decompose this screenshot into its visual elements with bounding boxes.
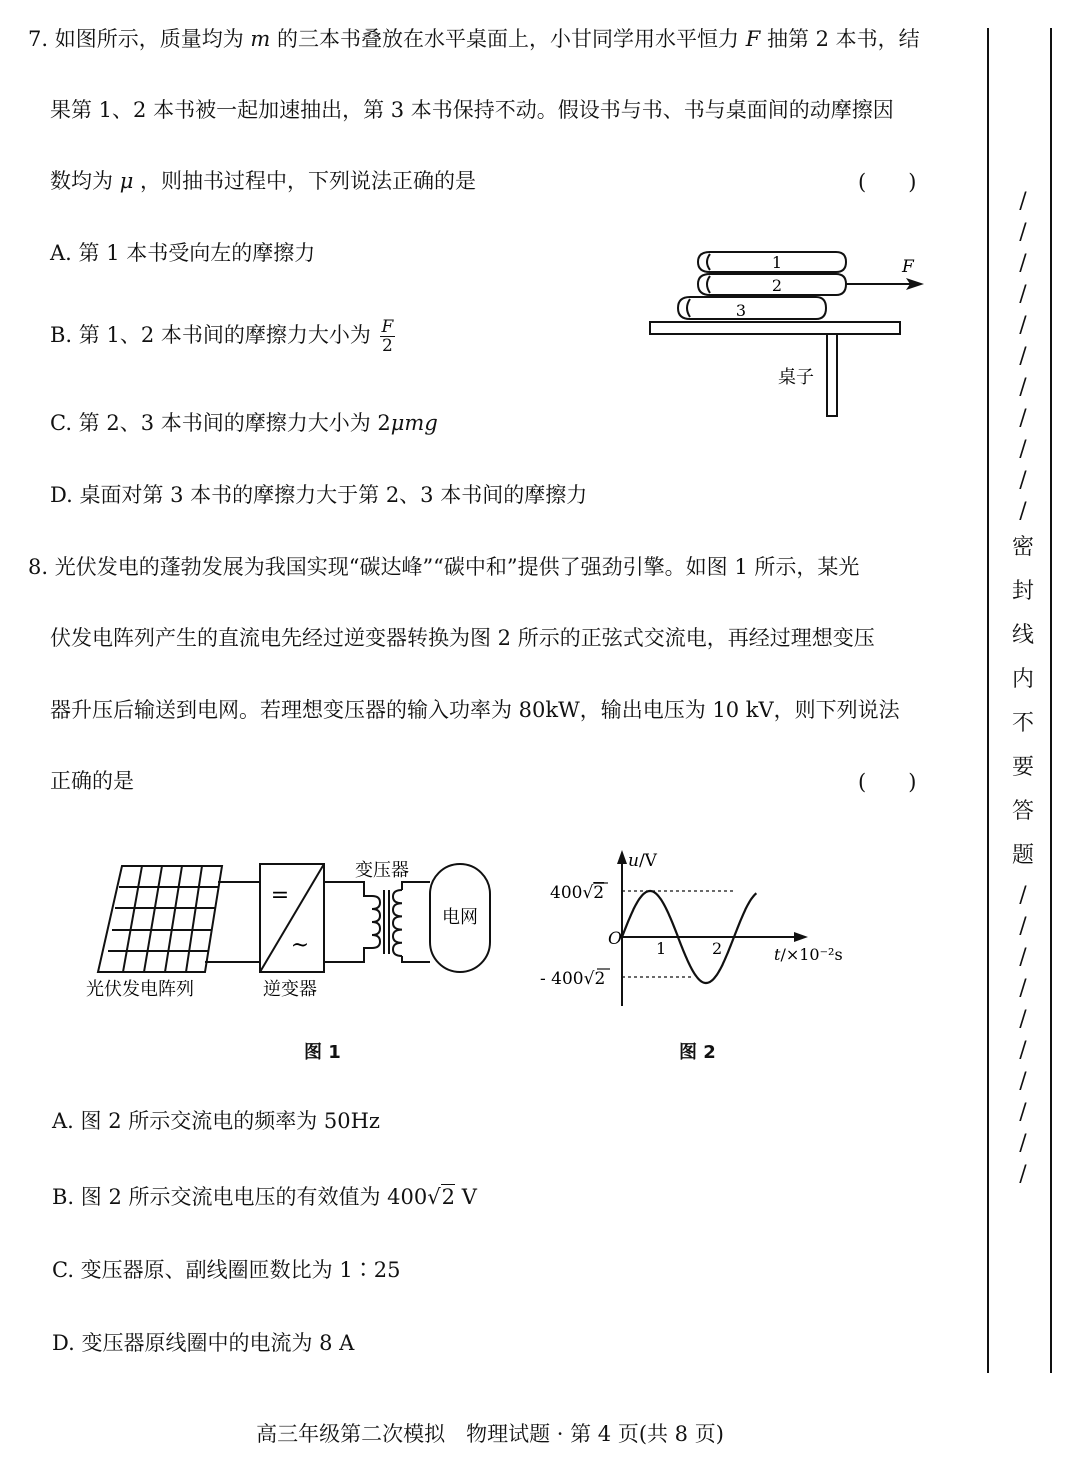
- q8-line-1: 8. 光伏发电的蓬勃发展为我国实现“碳达峰”“碳中和”提供了强劲引擎。如图 1 所示，某光: [28, 555, 860, 579]
- dc-symbol: =: [270, 883, 290, 908]
- y-axis-label: u/V: [628, 851, 657, 871]
- unit-volt: V: [455, 1185, 477, 1209]
- q8-option-b-text: B. 图 2 所示交流电电压的有效值为 400: [52, 1185, 428, 1209]
- solar-panel: [98, 866, 222, 972]
- q7-answer-paren: ( ): [858, 170, 917, 194]
- q7-option-b: [50, 318, 395, 355]
- q7-line-1: [28, 24, 920, 54]
- x-tick-2: 2: [712, 939, 723, 958]
- x-axis-label: t/×10⁻²s: [774, 945, 843, 964]
- q8-line-2: 伏发电阵列产生的直流电先经过逆变器转换为图 2 所示的正弦式交流电，再经过理想变压: [50, 626, 875, 650]
- seal-char: 密: [1011, 535, 1034, 560]
- transformer: [372, 890, 402, 956]
- q8-option-b: B. 图 2 所示交流电电压的有效值为 400√2 V: [52, 1185, 477, 1209]
- seal-char: 内: [1011, 667, 1034, 692]
- ac-symbol: ~: [290, 933, 310, 958]
- solar-panel-label: 光伏发电阵列: [86, 979, 194, 1000]
- q8-option-a: A. 图 2 所示交流电的频率为 50Hz: [52, 1109, 381, 1133]
- figure-2-sine-chart: [530, 846, 870, 1016]
- book-2-label: 2: [771, 276, 783, 295]
- figure-1-caption: 图 1: [304, 1042, 341, 1063]
- q8-answer-paren: ( ): [858, 770, 917, 794]
- y-max-tick-label: 400√2: [550, 883, 605, 903]
- figure-1-circuit: [80, 850, 510, 1010]
- binding-line-left: [987, 28, 989, 1373]
- q7-text: 的三本书叠放在水平桌面上，小甘同学用水平恒力: [277, 27, 740, 51]
- inverter-label: 逆变器: [263, 979, 317, 1000]
- transformer-label: 变压器: [355, 860, 409, 881]
- seal-char: 不: [1011, 711, 1034, 736]
- y-axis-arrow: [617, 850, 627, 864]
- table-leg: [827, 334, 837, 416]
- q8-option-d: D. 变压器原线圈中的电流为 8 A: [52, 1331, 355, 1355]
- seal-slashes-bottom: / / / / / / / / / /: [1019, 883, 1027, 1187]
- grid-label: 电网: [442, 907, 478, 928]
- table-top: [650, 322, 900, 334]
- wire: [324, 948, 372, 962]
- seal-char: 线: [1011, 623, 1034, 648]
- mu-m-g: μmg: [390, 411, 438, 435]
- book-3-label: 3: [735, 301, 747, 320]
- q8-line-4: 正确的是: [50, 769, 134, 793]
- fraction-numerator: F: [381, 317, 394, 337]
- seal-char: 封: [1011, 579, 1034, 604]
- table-label: 桌子: [778, 367, 814, 388]
- fraction-denominator: 2: [382, 336, 393, 356]
- wire: [324, 882, 372, 896]
- seal-char: 要: [1011, 755, 1034, 780]
- sqrt-2: 2: [441, 1185, 456, 1209]
- q7-option-d: D. 桌面对第 3 本书的摩擦力大于第 2、3 本书间的摩擦力: [50, 483, 588, 507]
- origin-label: O: [608, 929, 622, 949]
- q7-option-c-text: C. 第 2、3 本书间的摩擦力大小为 2: [50, 411, 391, 435]
- q7-text: 抽第 2 本书，结: [766, 27, 920, 51]
- page-footer: 高三年级第二次模拟 物理试题 · 第 4 页(共 8 页): [256, 1422, 724, 1446]
- q7-line-3: [50, 166, 476, 196]
- x-tick-1: 1: [656, 939, 667, 958]
- force-variable: F: [745, 27, 761, 51]
- force-label: F: [902, 257, 914, 277]
- q7-text: ，则抽书过程中，下列说法正确的是: [140, 169, 477, 193]
- q7-text: 数均为: [50, 169, 113, 193]
- q7-option-b-text: B. 第 1、2 本书间的摩擦力大小为: [50, 323, 371, 347]
- q8-option-c: C. 变压器原、副线圈匝数比为 1∶25: [52, 1258, 401, 1282]
- seal-char: 答: [1011, 799, 1034, 824]
- x-axis-arrow: [794, 932, 808, 942]
- q7-option-a: A. 第 1 本书受向左的摩擦力: [50, 241, 316, 265]
- q7-option-c: [50, 408, 438, 438]
- wire: [402, 956, 430, 962]
- book-3: [678, 297, 826, 319]
- fraction-f-over-2: [380, 318, 396, 355]
- books-on-table-figure: [640, 240, 940, 430]
- seal-char: 题: [1011, 843, 1034, 868]
- mass-variable: m: [250, 27, 271, 51]
- q8-line-3: 器升压后输送到电网。若理想变压器的输入功率为 80kW，输出电压为 10 kV，则下列说法: [50, 698, 900, 722]
- book-1-label: 1: [771, 253, 783, 272]
- figure-2-caption: 图 2: [679, 1042, 716, 1063]
- seal-slashes-top: / / / / / / / / / / /: [1019, 189, 1027, 524]
- q7-text: 7. 如图所示，质量均为: [28, 27, 244, 51]
- binding-line-right: [1050, 28, 1052, 1373]
- wire: [402, 882, 430, 890]
- y-min-tick-label: - 400√2: [540, 969, 606, 989]
- mu-variable: μ: [119, 169, 134, 193]
- q7-line-2: 果第 1、2 本书被一起加速抽出，第 3 本书保持不动。假设书与书、书与桌面间的动摩擦因: [50, 98, 894, 122]
